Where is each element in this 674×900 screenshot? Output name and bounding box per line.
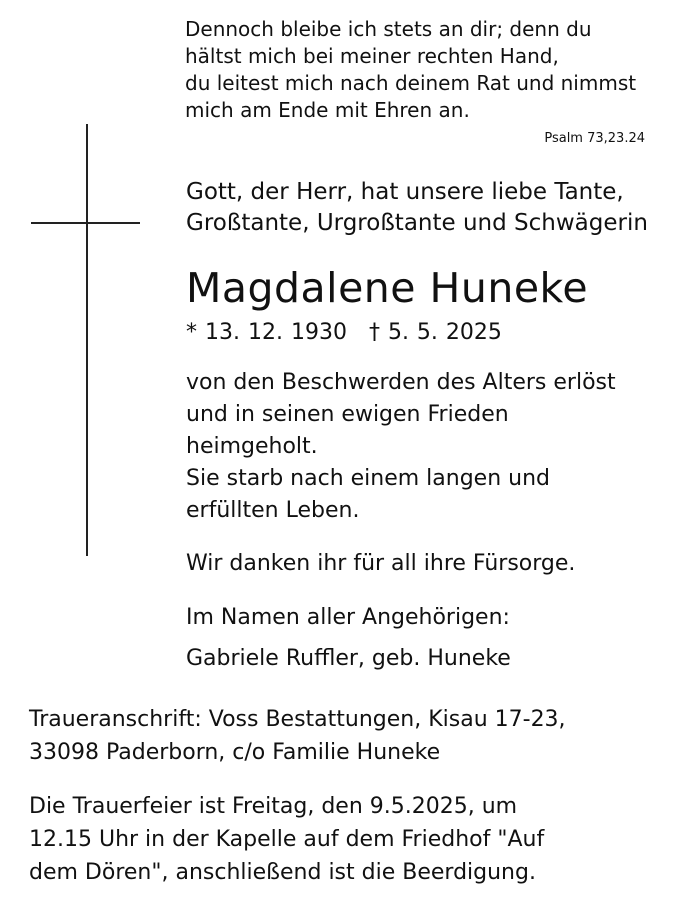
- bible-verse: [185, 16, 636, 124]
- mourning-address: [29, 703, 566, 769]
- verse-line: mich am Ende mit Ehren an.: [185, 98, 470, 122]
- body-line: heimgeholt.: [186, 434, 318, 459]
- cross-icon: [86, 124, 88, 556]
- body-text: [186, 367, 616, 527]
- intro-line: Großtante, Urgroßtante und Schwägerin: [186, 210, 648, 236]
- ceremony-line: 12.15 Uhr in der Kapelle auf dem Friedhof "Auf: [29, 827, 545, 852]
- address-line: 33098 Paderborn, c/o Familie Huneke: [29, 740, 441, 765]
- cross-icon-bar: [31, 222, 140, 224]
- body-line: erfüllten Leben.: [186, 498, 360, 523]
- on-behalf-text: Im Namen aller Angehörigen:: [186, 605, 510, 630]
- verse-source: Psalm 73,23.24: [544, 131, 645, 146]
- verse-line: du leitest mich nach deinem Rat und nimmst: [185, 71, 637, 95]
- intro-line: Gott, der Herr, hat unsere liebe Tante,: [186, 179, 624, 205]
- ceremony-line: Die Trauerfeier ist Freitag, den 9.5.2025, um: [29, 794, 518, 819]
- body-line: und in seinen ewigen Frieden: [186, 402, 509, 427]
- verse-line: hältst mich bei meiner rechten Hand,: [185, 44, 559, 68]
- funeral-details: [29, 790, 544, 889]
- life-dates: [186, 318, 502, 348]
- intro-text: [186, 177, 648, 239]
- body-line: Sie starb nach einem langen und: [186, 466, 551, 491]
- body-line: von den Beschwerden des Alters erlöst: [186, 370, 616, 395]
- verse-line: Dennoch bleibe ich stets an dir; denn du: [185, 17, 592, 41]
- ceremony-line: dem Dören", anschließend ist die Beerdigung.: [29, 860, 536, 885]
- signer-name: Gabriele Ruffler, geb. Huneke: [186, 646, 511, 671]
- thanks-text: Wir danken ihr für all ihre Fürsorge.: [186, 551, 576, 576]
- death-date: † 5. 5. 2025: [368, 320, 502, 345]
- birth-date: * 13. 12. 1930: [186, 320, 347, 345]
- deceased-name: Magdalene Huneke: [186, 264, 589, 312]
- address-line: Traueranschrift: Voss Bestattungen, Kisau 17-23,: [29, 707, 566, 732]
